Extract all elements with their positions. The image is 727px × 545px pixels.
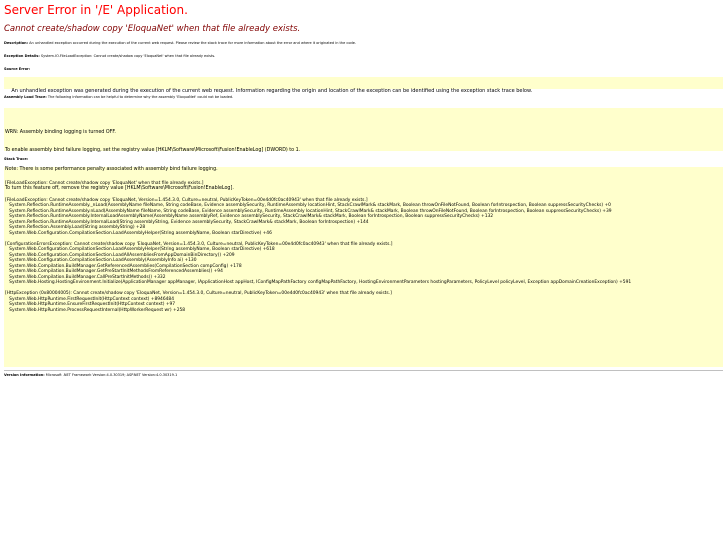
assembly-trace-line: WRN: Assembly binding logging is turned OFF. [5,129,116,135]
description-text: An unhandled exception occurred during the execution of the current web request. Please review the stack trace for more information about the error and where it originated in the code. [28,41,356,45]
version-information [4,373,723,378]
stack-trace-line: System.Reflection.RuntimeAssembly.InternalLoadAssemblyName(AssemblyName assemblyRef, Evidence assemblySecurity, StackCrawlMark& stackMark, Boolean forIntrospection, Boolean suppressSecurityChecks) +132 [5,214,494,219]
stack-trace-label: Stack Trace: [4,157,29,161]
stack-trace-line: System.Web.HttpRuntime.EnsureFirstRequestInit(HttpContext context) +97 [5,302,176,307]
exception-details-text: System.IO.FileLoadException: Cannot create/shadow copy 'EloquaNet' when that file already exists. [39,54,216,58]
stack-trace-line: [FileLoadException: Cannot create/shadow copy 'EloquaNet' when that file already exists.] [5,181,204,186]
stack-trace-line: System.Web.Configuration.CompilationSection.LoadAllAssembliesFromAppDomainBinDirectory() +209 [5,252,235,258]
stack-trace-line: System.Reflection.RuntimeAssembly.nLoad(AssemblyName fileName, String codeBase, Evidence assemblySecurity, RuntimeAssembly locationHint, StackCrawlMark& stackMark, Boolean throwOnFileNotFound, Boolean forIntrospection, Boolean suppressSecurityChecks) +39 [5,208,612,214]
stack-trace-line: System.Web.Hosting.HostingEnvironment.Initialize(ApplicationManager appManager, IApplicationHost appHost, IConfigMapPathFactory configMapPathFactory, HostingEnvironmentParameters hostingParameters, PolicyLevel policyLevel, Exception appDomainCreationException) +591 [5,280,632,285]
version-information-text: Microsoft .NET Framework Version:4.0.30319; ASP.NET Version:4.0.30319.1 [44,373,178,377]
assembly-trace-line: Note: There is some performance penalty associated with assembly bind failure logging. [5,167,218,173]
stack-trace-line: System.Reflection.RuntimeAssembly._nLoad(AssemblyName fileName, String codeBase, Evidence assemblySecurity, RuntimeAssembly locationHint, StackCrawlMark& stackMark, Boolean throwOnFileNotFound, Boolean forIntrospection, Boolean suppressSecurityChecks) +0 [5,203,611,208]
source-error-label: Source Error: [4,67,31,71]
assembly-load-trace-paragraph [4,95,723,100]
exception-details-paragraph [4,54,723,59]
stack-trace-line: [HttpException (0x80004005): Cannot create/shadow copy 'EloquaNet, Version=1.454.3.0, Culture=neutral, PublicKeyToken=00e4d0fc0ac40943' when that file already exists.] [5,291,392,296]
stack-trace-box[interactable] [4,167,723,367]
source-error-box[interactable] [4,77,723,94]
page-title: Server Error in '/E' Application. [4,3,188,17]
assembly-load-trace-text: The following information can be helpful to determine why the assembly 'EloquaNet' could not be loaded. [46,95,234,99]
description-label: Description: [4,41,29,45]
assembly-trace-line: To enable assembly bind failure logging, set the registry value [HKLM\Software\Microsoft\Fusion!EnableLog] (DWORD) to 1. [5,148,301,154]
error-headline: Cannot create/shadow copy 'EloquaNet' when that file already exists. [4,24,301,34]
stack-trace-line: System.Web.Configuration.CompilationSection.LoadAssembly(AssemblyInfo ai) +130 [5,258,197,263]
version-information-label: Version Information: [4,373,45,377]
stack-trace-line: System.Web.Compilation.BuildManager.GetPreStartInitMethodsFromReferencedAssemblies() +94 [5,269,223,274]
divider [4,370,723,371]
stack-trace-line: System.Web.Compilation.BuildManager.CallPreStartInitMethods() +332 [5,274,166,280]
stack-trace-line: [ConfigurationErrorsException: Cannot create/shadow copy 'EloquaNet, Version=1.454.3.0, Culture=neutral, PublicKeyToken=00e4d0fc0ac40943' when that file already exists.] [5,241,393,247]
stack-trace-line: System.Web.HttpRuntime.ProcessRequestInternal(HttpWorkerRequest wr) +258 [5,307,186,313]
description-paragraph [4,41,723,46]
stack-trace-line: System.Reflection.RuntimeAssembly.InternalLoad(String assemblyString, Evidence assemblySecurity, StackCrawlMark& stackMark, Boolean forIntrospection) +144 [5,219,369,225]
exception-details-label: Exception Details: [4,54,40,58]
source-error-text: An unhandled exception was generated during the execution of the current web request. Information regarding the origin and location of the exception can be identified using the exception stack trace below. [11,88,533,94]
stack-trace-line: System.Reflection.Assembly.Load(String assemblyString) +28 [5,225,146,230]
assembly-load-trace-label: Assembly Load Trace: [4,95,47,99]
stack-trace-line: System.Web.Compilation.BuildManager.GetReferencedAssemblies(CompilationSection compConfig) +178 [5,263,242,269]
stack-trace-line: System.Web.Configuration.CompilationSection.LoadAssemblyHelper(String assemblyName, Boolean starDirective) +618 [5,247,275,252]
stack-trace-line: [FileLoadException: Cannot create/shadow copy 'EloquaNet, Version=1.454.3.0, Culture=neutral, PublicKeyToken=00e4d0fc0ac40943' when that file already exists.] [5,197,368,203]
stack-trace-line: System.Web.Configuration.CompilationSection.LoadAssemblyHelper(String assemblyName, Boolean starDirective) +46 [5,230,272,236]
stack-trace-line: System.Web.HttpRuntime.FirstRequestInit(HttpContext context) +8946484 [5,296,175,302]
assembly-trace-line: To turn this feature off, remove the registry value [HKLM\Software\Microsoft\Fusion!EnableLog]. [5,186,234,192]
